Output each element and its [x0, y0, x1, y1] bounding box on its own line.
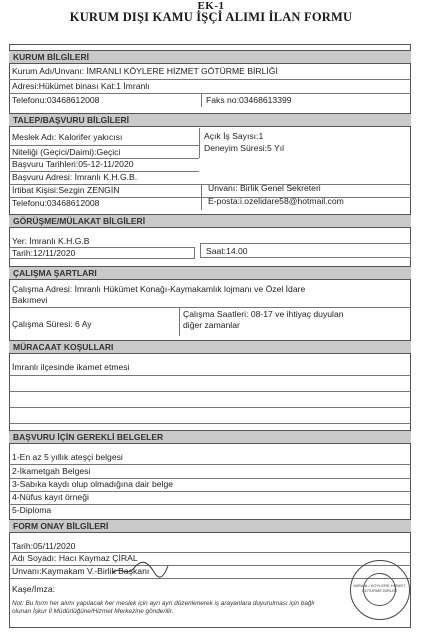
divider	[9, 93, 411, 94]
deneyim-suresi: Deneyim Süresi:5 Yıl	[204, 143, 285, 153]
belge-item: 4-Nüfus kayıt örneği	[12, 492, 89, 502]
divider	[9, 79, 411, 80]
kurum-telefon: Telefonu:03468612008	[12, 95, 100, 105]
kurum-faks: Faks no:03468613399	[206, 95, 292, 105]
belge-item: 3-Sabıka kaydı olup olmadığına dair belge	[12, 479, 173, 489]
irtibat-unvani: Unvanı: Birlik Genel Sekreteri	[208, 183, 321, 193]
section-gorusme-header: GÖRÜŞME/MÜLAKAT BİLGİLERİ	[9, 214, 411, 228]
divider	[9, 504, 411, 505]
divider	[9, 307, 411, 308]
section-muracaat-header: MÜRACAAT KOŞULLARI	[9, 340, 411, 354]
belge-item: 5-Diploma	[12, 505, 52, 515]
divider	[201, 93, 202, 107]
section-calisma-header: ÇALIŞMA ŞARTLARI	[9, 266, 411, 280]
divider	[9, 391, 411, 392]
section-talep-header: TALEP/BAŞVURU BİLGİLERİ	[9, 113, 411, 127]
acik-is-sayisi: Açık İş Sayısı:1	[204, 131, 264, 141]
meslek-adi: Meslek Adı: Kalorifer yakıcısı	[12, 132, 123, 142]
irtibat-telefon: Telefonu:03468612008	[12, 198, 100, 208]
onay-unvani: Unvanı:Kaymakam V.-Birlik Başkanı	[12, 566, 150, 576]
divider	[199, 128, 200, 158]
calisma-saatleri-devam: diğer zamanlar	[183, 320, 240, 330]
appendix-label: EK-1	[197, 0, 225, 12]
calisma-suresi: Çalışma Süresi: 6 Ay	[12, 319, 92, 329]
section-belgeler-header: BAŞVURU İÇİN GEREKLİ BELGELER	[9, 430, 411, 444]
onay-tarihi: Tarih:05/11/2020	[12, 541, 76, 551]
divider	[9, 145, 199, 146]
gorusme-saati: Saat:14.00	[206, 246, 248, 256]
stamp-text: İMRANLI KÖYLERE HİZMET GÖTÜRME BİRLİĞİ	[353, 583, 406, 593]
divider	[179, 307, 180, 336]
divider	[9, 464, 411, 465]
calisma-adresi: Çalışma Adresi: İmranlı Hükümet Konağı-Kaymakamlık lojmanı ve Özel İdare	[12, 284, 306, 294]
divider	[9, 407, 411, 408]
signature	[110, 560, 170, 580]
niteligi: Niteliği (Geçici/Daimi):Geçici	[12, 147, 121, 157]
gorusme-yeri: Yer: İmranlı K.H.G.B	[12, 236, 90, 246]
kase-imza: Kaşe/İmza:	[12, 584, 55, 594]
footnote-line-2: olunan İşkur İl Müdürlüğüne/Hizmet Merkezine gönderilir.	[12, 608, 174, 615]
kurum-adres: Adresi:Hükümet binası Kat:1 İmranlı	[12, 81, 150, 91]
kurum-adi: Kurum Adı/Unvanı: İMRANLI KÖYLERE HİZMET GÖTÜRME BİRLİĞİ	[12, 66, 278, 76]
footnote-line-1: Not: Bu form her alımı yapılacak her meslek için ayrı ayrı düzenlenerek iş arayanlara duyurulması için bağlı	[12, 600, 315, 607]
section-onay-header: FORM ONAY BİLGİLERİ	[9, 519, 411, 533]
belge-item: 2-İkametgah Belgesi	[12, 466, 91, 476]
muracaat-kosulu: İmranlı ilçesinde ikamet etmesi	[12, 362, 130, 372]
belge-item: 1-En az 5 yıllık ateşçi belgesi	[12, 452, 123, 462]
form-title: KURUM DIŞI KAMU İŞÇİ ALIMI İLAN FORMU	[69, 10, 353, 24]
divider	[9, 578, 411, 579]
divider	[9, 423, 411, 424]
footnote	[12, 600, 412, 616]
irtibat-kisisi: İrtibat Kişisi:Sezgin ZENGİN	[12, 185, 120, 195]
section-kurum-header: KURUM BİLGİLERİ	[9, 50, 411, 64]
onay-adi-soyadi: Adı Soyadı: Hacı Kaymaz ÇİRAL	[12, 553, 138, 563]
calisma-saatleri: Çalışma Saatleri: 08-17 ve ihtiyaç duyulan	[183, 309, 344, 319]
basvuru-adresi: Başvuru Adresi: İmranlı K.H.G.B.	[12, 172, 138, 182]
calisma-adresi-devam: Bakımevi	[12, 295, 48, 305]
divider	[9, 375, 411, 376]
irtibat-eposta: E-posta:i.ozelidare58@hotmail.com	[208, 196, 344, 206]
basvuru-tarihleri: Başvuru Tarihleri:05-12-11/2020	[12, 159, 134, 169]
gorusme-tarihi: Tarih:12/11/2020	[12, 248, 76, 258]
